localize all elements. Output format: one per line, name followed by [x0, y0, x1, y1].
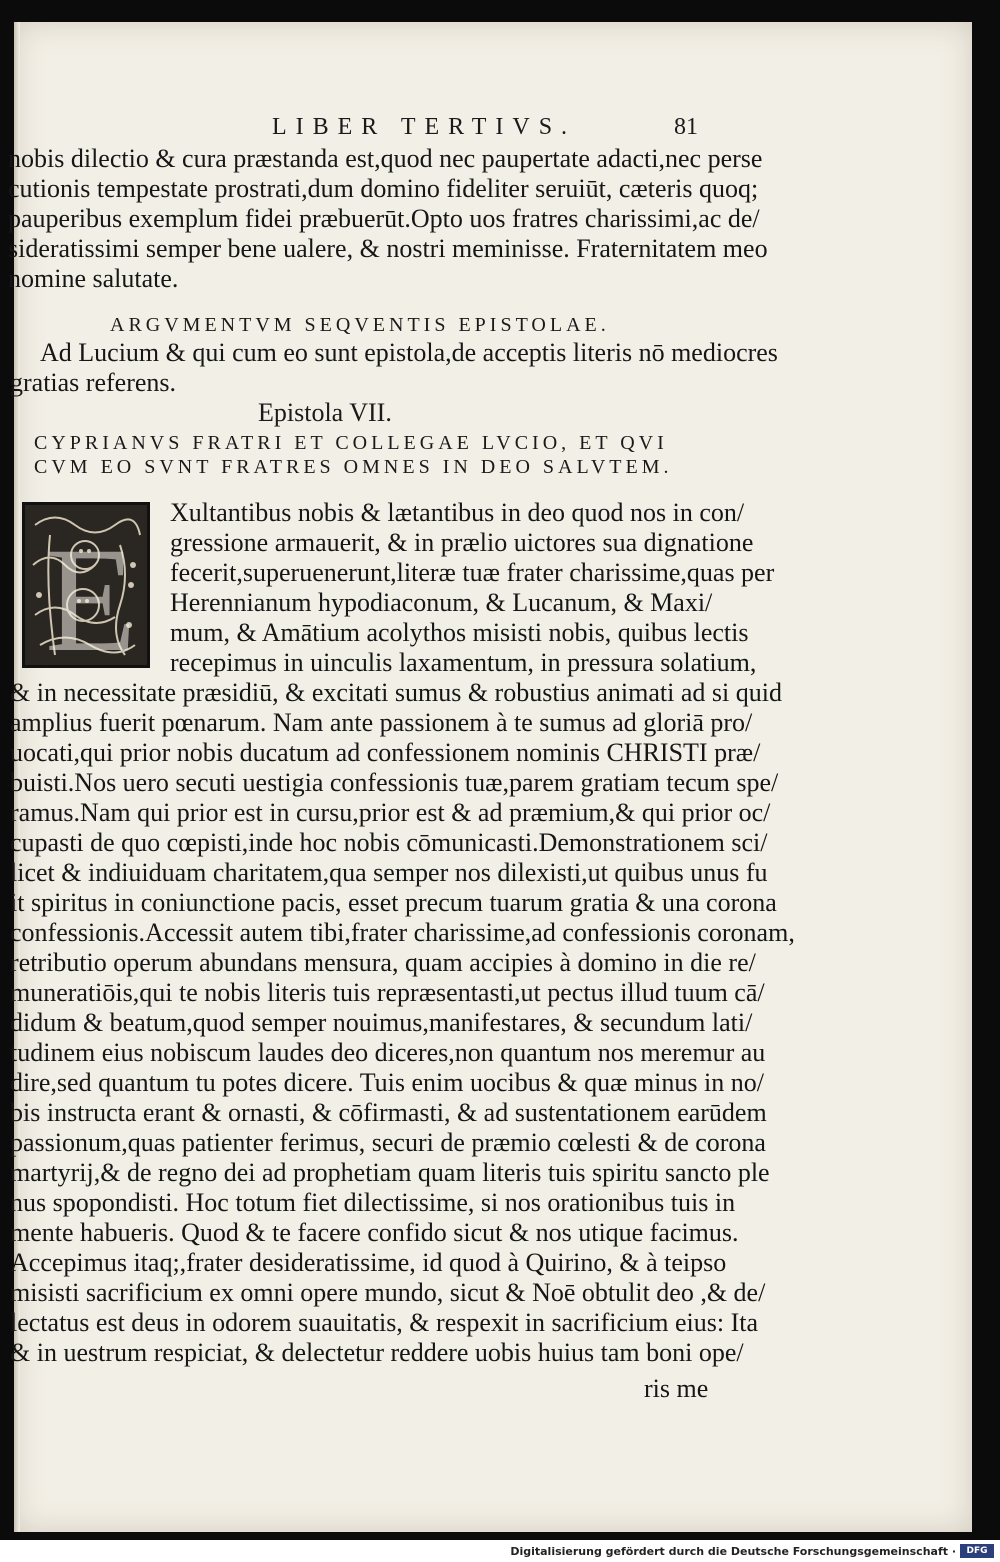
body-line: retributio operum abundans mensura, quam accipies à domino in die re/: [10, 948, 756, 977]
page-number: 81: [674, 114, 698, 140]
running-head: LIBER TERTIVS.: [271, 114, 577, 140]
dfg-logo-icon: DFG: [960, 1544, 994, 1558]
initial-letter: E: [45, 517, 137, 665]
body-line: tudinem eius nobiscum laudes deo diceres,non quantum nos meremur au: [10, 1038, 766, 1067]
decorated-initial: [22, 502, 150, 668]
catchword: ris me: [644, 1374, 709, 1403]
opening-line: cutionis tempestate prostrati,dum domino fideliter seruiūt, cæteris quoq;: [8, 174, 759, 203]
body-line: fecerit,superuenerunt,literæ tuæ frater charissime,quas per: [170, 558, 775, 587]
funding-credit: Digitalisierung gefördert durch die Deutsche Forschungsgemeinschaft ·: [510, 1545, 956, 1558]
woodcut-ornament: [25, 505, 147, 665]
body-line: uocati,qui prior nobis ducatum ad confessionem nominis CHRISTI præ/: [10, 738, 761, 767]
body-line: recepimus in uinculis laxamentum, in pressura solatium,: [170, 648, 757, 677]
body-line: didum & beatum,quod semper nouimus,manifestares, & secundum lati/: [10, 1008, 753, 1037]
body-line: dire,sed quantum tu potes dicere. Tuis enim uocibus & quæ minus in no/: [10, 1068, 764, 1097]
body-line: ramus.Nam qui prior est in cursu,prior est & ad præmium,& qui prior oc/: [10, 798, 771, 827]
body-line: mente habueris. Quod & te facere confido sicut & nos utique facimus.: [10, 1218, 739, 1247]
body-line: licet & indiuiduam charitatem,qua semper nos dilexisti,ut quibus unus fu: [10, 858, 768, 887]
opening-line: sideratissimi semper bene ualere, & nostri meminisse. Fraternitatem meo: [8, 234, 768, 263]
body-line: & in uestrum respiciat, & delectetur reddere uobis huius tam boni ope/: [10, 1338, 744, 1367]
body-line: gressione armauerit, & in prælio uictores sua dignatione: [170, 528, 754, 557]
body-line: amplius fuerit pœnarum. Nam ante passionem à te sumus ad gloriā pro/: [10, 708, 753, 737]
body-line: bis instructa erant & ornasti, & cōfirmasti, & ad sustentationem earūdem: [10, 1098, 767, 1127]
salutation-line: CYPRIANVS FRATRI ET COLLEGAE LVCIO, ET QVI: [34, 432, 668, 454]
body-line: cupasti de quo cœpisti,inde hoc nobis cōmunicasti.Demonstrationem sci/: [10, 828, 768, 857]
body-line: misisti sacrificium ex omni opere mundo, sicut & Noē obtulit deo ,& de/: [10, 1278, 766, 1307]
body-line: Xultantibus nobis & lætantibus in deo quod nos in con/: [170, 498, 745, 527]
epistle-title: Epistola VII.: [258, 398, 392, 427]
body-line: Accepimus itaq;,frater desideratissime, id quod à Quirino, & à teipso: [10, 1248, 727, 1277]
body-line: muneratiōis,qui te nobis literis tuis repræsentasti,ut pectus illud tuum cā/: [10, 978, 765, 1007]
argument-line: Ad Lucium & qui cum eo sunt epistola,de acceptis literis nō mediocres: [40, 338, 778, 367]
body-line: confessionis.Accessit autem tibi,frater charissime,ad confessionis coronam,: [10, 918, 795, 947]
body-line: mum, & Amātium acolythos misisti nobis, quibus lectis: [170, 618, 749, 647]
body-line: buisti.Nos uero secuti uestigia confessionis tuæ,parem gratiam tecum spe/: [10, 768, 779, 797]
body-line: Herennianum hypodiaconum, & Lucanum, & Maxi/: [170, 588, 713, 617]
body-line: nus spopondisti. Hoc totum fiet dilectissime, si nos orationibus tuis in: [10, 1188, 736, 1217]
book-page: [8, 22, 972, 1532]
argument-line: gratias referens.: [10, 368, 177, 397]
body-line: passionum,quas patienter ferimus, securi de præmio cœlesti & de corona: [10, 1128, 766, 1157]
body-line: martyrij,& de regno dei ad prophetiam quam literis tuis spiritu sancto ple: [10, 1158, 770, 1187]
salutation-line: CVM EO SVNT FRATRES OMNES IN DEO SALVTEM.: [34, 456, 673, 478]
argument-heading: ARGVMENTVM SEQVENTIS EPISTOLAE.: [110, 314, 610, 336]
digitization-footer: [0, 1542, 1000, 1562]
opening-line: nomine salutate.: [8, 264, 179, 293]
opening-line: nobis dilectio & cura præstanda est,quod nec paupertate adacti,nec perse: [8, 144, 763, 173]
body-line: lectatus est deus in odorem suauitatis, & respexit in sacrificium eius: Ita: [10, 1308, 759, 1337]
opening-line: pauperibus exemplum fidei præbuerūt.Opto uos fratres charissimi,ac de/: [8, 204, 760, 233]
body-line: it spiritus in coniunctione pacis, esset precum tuarum gratia & una corona: [10, 888, 777, 917]
body-line: & in necessitate præsidiū, & excitati sumus & robustius animati ad si quid: [10, 678, 782, 707]
